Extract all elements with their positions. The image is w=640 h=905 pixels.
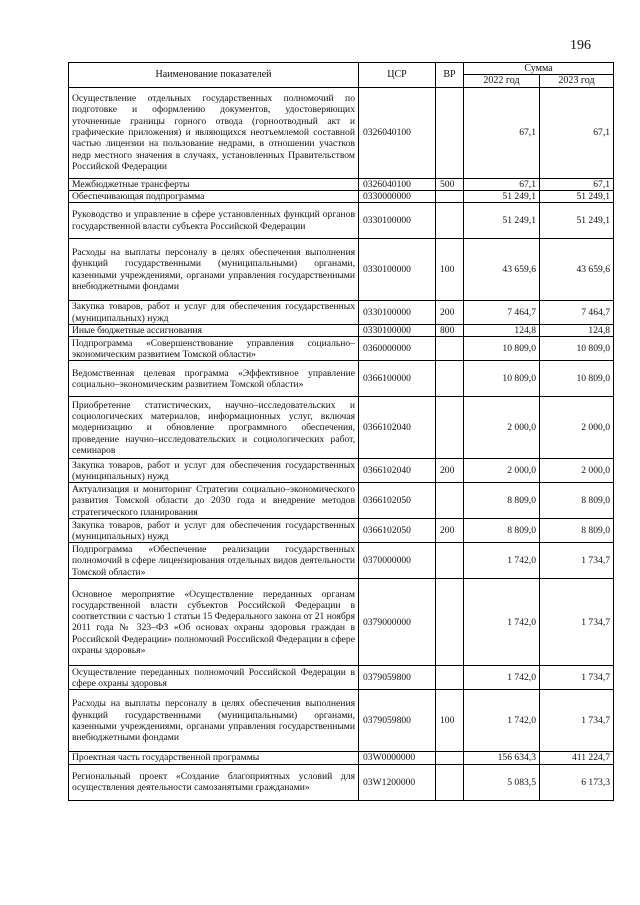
row-sum-2022: 1 742,0 xyxy=(464,690,540,752)
row-sum-2023: 6 173,3 xyxy=(540,764,614,800)
row-csr: 03W0000000 xyxy=(359,752,436,764)
row-vr xyxy=(436,543,464,579)
header-sum: Сумма xyxy=(464,63,614,75)
row-name: Закупка товаров, работ и услуг для обеспечения государственных (муниципальных) нужд xyxy=(69,519,359,543)
row-sum-2023: 10 809,0 xyxy=(540,337,614,361)
row-vr xyxy=(436,666,464,690)
row-name: Межбюджетные трансферты xyxy=(69,178,359,190)
row-sum-2022: 10 809,0 xyxy=(464,337,540,361)
row-csr: 0326040100 xyxy=(359,87,436,178)
table-row xyxy=(69,190,614,202)
row-name: Осуществление отдельных государственных полномочий по подготовке и оформлению документов, удостоверяющих уточненные границы горного отвода (горноотводный акт и графические приложения) и являющихся неотъемлемой составной частью лицензии на пользование недрами, в отношении участков недр местного значения в случаях, установленных Правительством Российской Федерации xyxy=(69,87,359,178)
table-row xyxy=(69,579,614,666)
row-name: Расходы на выплаты персоналу в целях обеспечения выполнения функций государственными (муниципальными) органами, казенными учреждениями, органами управления государственными внебюджетными фондами xyxy=(69,690,359,752)
row-csr: 0379059800 xyxy=(359,666,436,690)
table-row xyxy=(69,203,614,239)
row-sum-2023: 2 000,0 xyxy=(540,459,614,483)
header-name: Наименование показателей xyxy=(69,63,359,88)
row-vr xyxy=(436,764,464,800)
row-sum-2022: 67,1 xyxy=(464,87,540,178)
header-vr: ВР xyxy=(436,63,464,88)
row-name: Иные бюджетные ассигнования xyxy=(69,325,359,337)
row-name: Расходы на выплаты персоналу в целях обеспечения выполнения функций государственными (муниципальными) органами, казенными учреждениями, органами управления государственными внебюджетными фондами xyxy=(69,239,359,301)
row-vr xyxy=(436,203,464,239)
row-csr: 0360000000 xyxy=(359,337,436,361)
row-vr: 200 xyxy=(436,301,464,325)
page-number: 196 xyxy=(570,38,591,53)
row-vr: 800 xyxy=(436,325,464,337)
row-csr: 0366100000 xyxy=(359,361,436,397)
row-csr: 0366102040 xyxy=(359,459,436,483)
row-sum-2023: 67,1 xyxy=(540,178,614,190)
row-sum-2022: 1 742,0 xyxy=(464,543,540,579)
table-row xyxy=(69,239,614,301)
row-sum-2023: 51 249,1 xyxy=(540,190,614,202)
row-sum-2022: 51 249,1 xyxy=(464,190,540,202)
row-sum-2022: 124,8 xyxy=(464,325,540,337)
row-name: Подпрограмма «Совершенствование управления социально–экономическим развитием Томской области» xyxy=(69,337,359,361)
row-name: Основное мероприятие «Осуществление переданных органам государственной власти субъектов Российской Федерации в соответствии с частью 1 статьи 15 Федерального закона от 21 ноября 2011 года № 323–ФЗ «Об основах охраны здоровья граждан в Российской Федерации» полномочий Российской Федерации в сфере охраны здоровья» xyxy=(69,579,359,666)
row-csr: 0326040100 xyxy=(359,178,436,190)
row-sum-2022: 10 809,0 xyxy=(464,361,540,397)
row-name: Закупка товаров, работ и услуг для обеспечения государственных (муниципальных) нужд xyxy=(69,301,359,325)
row-name: Обеспечивающая подпрограмма xyxy=(69,190,359,202)
row-vr xyxy=(436,337,464,361)
row-csr: 0330100000 xyxy=(359,239,436,301)
row-vr xyxy=(436,579,464,666)
row-csr: 0330100000 xyxy=(359,325,436,337)
table-row xyxy=(69,666,614,690)
budget-table xyxy=(68,62,614,801)
table-row xyxy=(69,301,614,325)
row-sum-2023: 411 224,7 xyxy=(540,752,614,764)
row-sum-2023: 8 809,0 xyxy=(540,483,614,519)
table-row xyxy=(69,397,614,459)
row-sum-2023: 1 734,7 xyxy=(540,579,614,666)
table-row xyxy=(69,690,614,752)
table-row xyxy=(69,519,614,543)
row-sum-2022: 156 634,3 xyxy=(464,752,540,764)
row-csr: 0370000000 xyxy=(359,543,436,579)
table-row xyxy=(69,752,614,764)
row-sum-2023: 67,1 xyxy=(540,87,614,178)
row-sum-2022: 8 809,0 xyxy=(464,519,540,543)
row-vr xyxy=(436,483,464,519)
table-row xyxy=(69,764,614,800)
row-csr: 0379000000 xyxy=(359,579,436,666)
row-csr: 0330100000 xyxy=(359,301,436,325)
row-sum-2022: 2 000,0 xyxy=(464,397,540,459)
row-sum-2023: 51 249,1 xyxy=(540,203,614,239)
row-vr: 100 xyxy=(436,690,464,752)
row-name: Осуществление переданных полномочий Российской Федерации в сфере охраны здоровья xyxy=(69,666,359,690)
row-vr xyxy=(436,361,464,397)
row-sum-2023: 2 000,0 xyxy=(540,397,614,459)
row-csr: 0366102040 xyxy=(359,397,436,459)
row-sum-2023: 8 809,0 xyxy=(540,519,614,543)
row-sum-2022: 1 742,0 xyxy=(464,579,540,666)
row-sum-2022: 1 742,0 xyxy=(464,666,540,690)
row-sum-2023: 10 809,0 xyxy=(540,361,614,397)
row-sum-2022: 51 249,1 xyxy=(464,203,540,239)
row-csr: 0330100000 xyxy=(359,203,436,239)
row-sum-2022: 8 809,0 xyxy=(464,483,540,519)
row-name: Региональный проект «Создание благоприятных условий для осуществления деятельности самозанятыми гражданами» xyxy=(69,764,359,800)
row-sum-2022: 7 464,7 xyxy=(464,301,540,325)
row-vr xyxy=(436,190,464,202)
row-vr: 500 xyxy=(436,178,464,190)
row-csr: 0366102050 xyxy=(359,483,436,519)
row-sum-2023: 7 464,7 xyxy=(540,301,614,325)
table-row xyxy=(69,543,614,579)
row-vr xyxy=(436,87,464,178)
row-csr: 03W1200000 xyxy=(359,764,436,800)
row-csr: 0379059800 xyxy=(359,690,436,752)
table-row xyxy=(69,361,614,397)
header-year-2023: 2023 год xyxy=(540,75,614,87)
row-vr: 100 xyxy=(436,239,464,301)
row-vr: 200 xyxy=(436,519,464,543)
row-name: Руководство и управление в сфере установленных функций органов государственной власти субъекта Российской Федерации xyxy=(69,203,359,239)
row-name: Закупка товаров, работ и услуг для обеспечения государственных (муниципальных) нужд xyxy=(69,459,359,483)
table-row xyxy=(69,178,614,190)
row-sum-2023: 1 734,7 xyxy=(540,543,614,579)
table-row xyxy=(69,87,614,178)
row-vr xyxy=(436,397,464,459)
row-name: Ведомственная целевая программа «Эффективное управление социально–экономическим развитием Томской области» xyxy=(69,361,359,397)
row-vr xyxy=(436,752,464,764)
row-sum-2022: 2 000,0 xyxy=(464,459,540,483)
row-csr: 0366102050 xyxy=(359,519,436,543)
table-row xyxy=(69,337,614,361)
row-name: Проектная часть государственной программы xyxy=(69,752,359,764)
row-sum-2023: 1 734,7 xyxy=(540,690,614,752)
row-sum-2022: 43 659,6 xyxy=(464,239,540,301)
row-sum-2022: 67,1 xyxy=(464,178,540,190)
header-year-2022: 2022 год xyxy=(464,75,540,87)
table-row xyxy=(69,483,614,519)
row-vr: 200 xyxy=(436,459,464,483)
row-sum-2023: 124,8 xyxy=(540,325,614,337)
row-sum-2023: 43 659,6 xyxy=(540,239,614,301)
row-name: Приобретение статистических, научно–исследовательских и социологических материалов, информационных услуг, включая модернизацию и обновление программного обеспечения, проведение научно–исследовательских и социологических работ, семинаров xyxy=(69,397,359,459)
header-csr: ЦСР xyxy=(359,63,436,88)
row-name: Актуализация и мониторинг Стратегии социально–экономического развития Томской области до 2030 года и внедрение методов стратегического планирования xyxy=(69,483,359,519)
row-csr: 0330000000 xyxy=(359,190,436,202)
row-sum-2023: 1 734,7 xyxy=(540,666,614,690)
table-row xyxy=(69,459,614,483)
row-sum-2022: 5 083,5 xyxy=(464,764,540,800)
row-name: Подпрограмма «Обеспечение реализации государственных полномочий в сфере лицензирования отдельных видов деятельности Томской области» xyxy=(69,543,359,579)
table-row xyxy=(69,325,614,337)
